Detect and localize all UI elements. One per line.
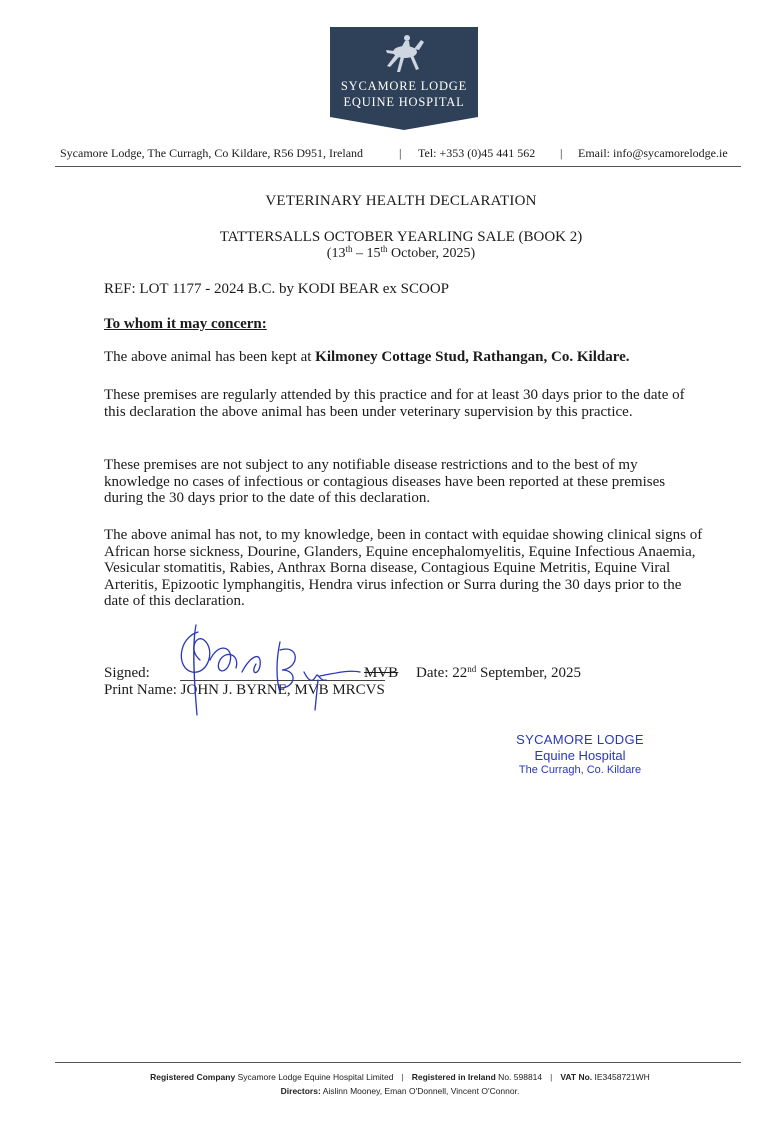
stamp-line-1: SYCAMORE LODGE (516, 732, 644, 747)
sale-dates: (13th – 15th October, 2025) (326, 244, 476, 261)
print-name: Print Name: JOHN J. BYRNE, MVB MRCVS (104, 682, 385, 698)
salutation: To whom it may concern: (104, 316, 267, 332)
lot-reference: REF: LOT 1177 - 2024 B.C. by KODI BEAR ex SCOOP (104, 281, 450, 297)
logo-line-1: SYCAMORE LODGE (340, 79, 468, 93)
handwritten-signature (170, 620, 370, 720)
paragraph-disease-restrictions: These premises are not subject to any notifiable disease restrictions and to the best of my knowledge no cases of infectious or contagious diseases have been reported at these premises during the 30 days prior to the date of this declaration. (104, 457, 666, 506)
letterhead-separator: | (560, 146, 563, 160)
letterhead-email: Email: info@sycamorelodge.ie (578, 146, 728, 160)
paragraph-supervision: These premises are regularly attended by this practice and for at least 30 days prior to the date of this declaration the above animal has been under veterinary supervision by this practice. (104, 387, 685, 420)
footer-registration: Registered Company Sycamore Lodge Equine Hospital Limited | Registered in Ireland No. 598814 | VAT No. IE3458721WH (150, 1072, 650, 1082)
signature-mvb: MVB (364, 665, 399, 681)
signed-label: Signed: (104, 665, 150, 681)
logo-banner-point (330, 117, 478, 130)
letterhead-address: Sycamore Lodge, The Curragh, Co Kildare, R56 D951, Ireland (60, 146, 364, 160)
footer-divider (55, 1062, 741, 1063)
logo-line-2: EQUINE HOSPITAL (343, 95, 465, 109)
document-title: VETERINARY HEALTH DECLARATION (265, 193, 537, 209)
paragraph-contact-diseases: The above animal has not, to my knowledge, been in contact with equidae showing clinical signs of African horse sickness, Dourine, Glanders, Equine encephalomyelitis, Equine Infectious Anaemia, Vesicular stomatitis, Rabies, Anthrax Borna disease, Contagious Equine Metritis, Equine Viral Arteritis, Epizootic lymphangitis, Hendra virus infection or Surra during the 30 days prior to the date of this declaration. (104, 527, 703, 609)
paragraph-premises: The above animal has been kept at Kilmoney Cottage Stud, Rathangan, Co. Kildare. (104, 349, 630, 365)
hospital-logo (330, 27, 478, 117)
hospital-stamp (500, 732, 660, 776)
horse-and-jockey-icon (383, 30, 427, 76)
footer-directors: Directors: Aislinn Mooney, Eman O'Donnell, Vincent O'Connor. (280, 1086, 520, 1096)
header-divider (55, 166, 741, 167)
stamp-line-3: The Curragh, Co. Kildare (518, 764, 642, 776)
signature-date: Date: 22nd September, 2025 (416, 664, 582, 681)
stud-name: Kilmoney Cottage Stud, Rathangan, Co. Kildare. (315, 349, 630, 365)
stamp-line-2: Equine Hospital (534, 748, 626, 763)
letterhead-telephone: Tel: +353 (0)45 441 562 (418, 146, 536, 160)
sale-name: TATTERSALLS OCTOBER YEARLING SALE (BOOK 2) (219, 229, 583, 245)
letterhead-separator: | (399, 146, 402, 160)
